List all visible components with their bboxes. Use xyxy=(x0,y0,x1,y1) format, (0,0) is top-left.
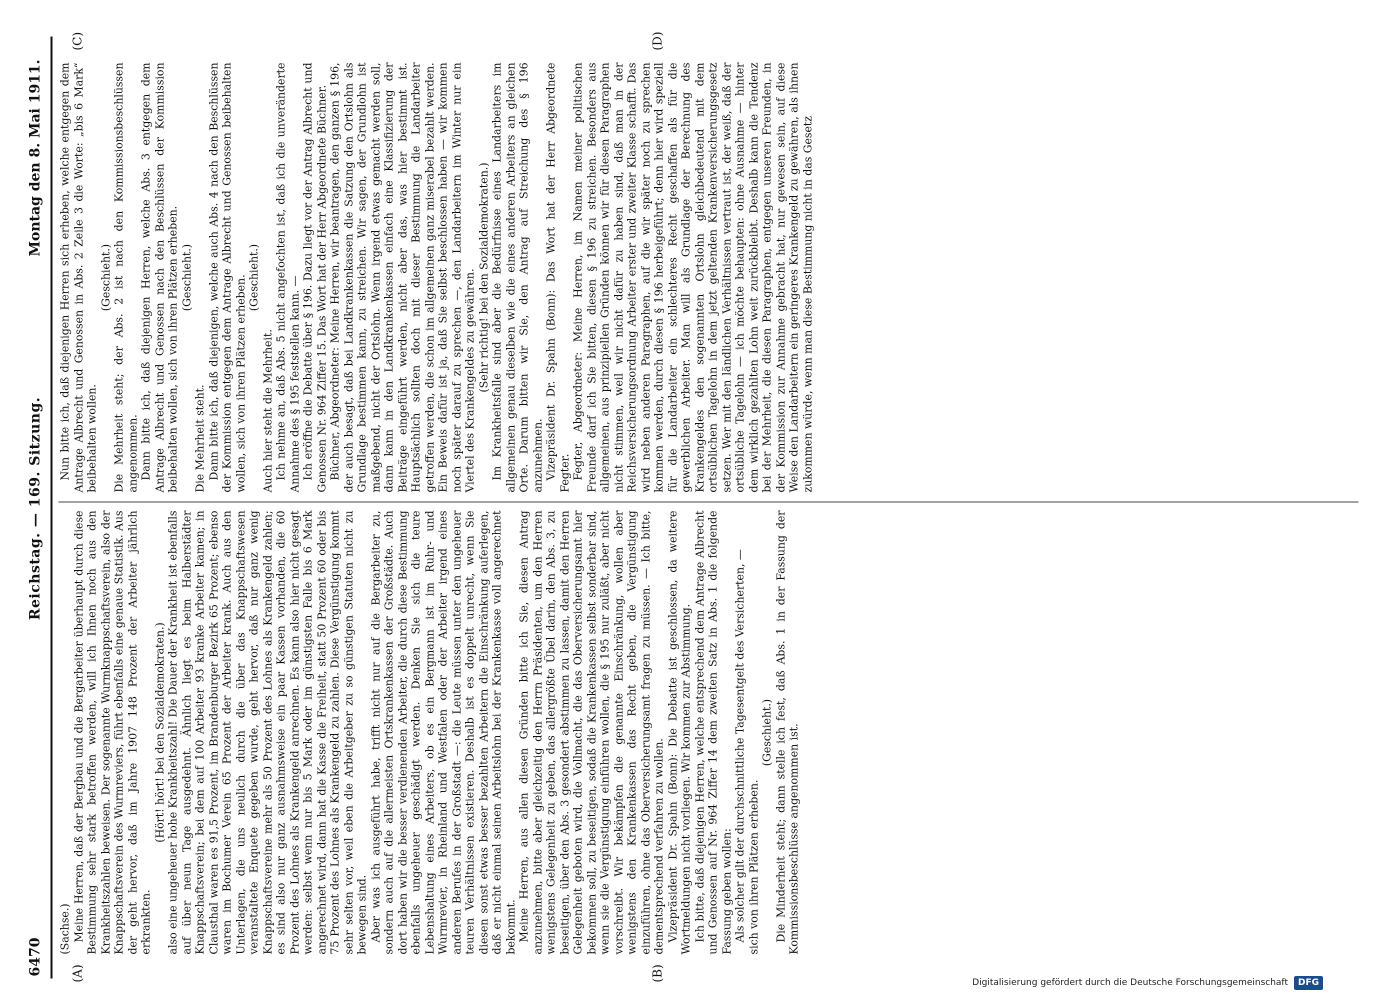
paragraph: (Sehr richtig! bei den Sozialdemokraten.) xyxy=(476,162,490,393)
paragraph: Aber was ich ausgeführt habe, trifft nicht nur auf die Bergarbeiter zu, sondern auch auf die allermeisten Ortskrankenkassen der Großstädte. Auch dort haben wir die besser verdienenden Arbeiter, die durch diese Bestimmung ebenfalls ungeheuer geschädigt werden. Denken Sie sich die teure Lebenshaltung eines Arbeiters, ob es ein Bergmann ist im Ruhr- und Wurmrevier, in Rheinland und Westfalen oder der Arbeiter irgend eines anderen Berufes in der Großstadt —: die Leute müssen unter den ungeheuer teuren Verhältnissen existieren. Deshalb ist es doppelt unrecht, wenn Sie diesen sonst etwas besser bezahlten Arbeitern die Einschränkung auferlegen, daß er nicht einmal seinen Arbeitslohn bei der Krankenkasse voll angerechnet bekommt. xyxy=(368,510,517,955)
paragraph: Ich bitte, daß diejenigen Herren, welche entsprechend dem Antrage Albrecht und Genossen auf Nr. 964 Ziffer 14 dem zweiten Satz in Abs. 1 die folgende Fassung geben wollen: xyxy=(692,510,733,955)
paragraph: Büchner, Abgeordneter: Meine Herren, wir beantragen, den ganzen § 196, der auch besagt, daß bei Landkrankenkassen die Satzung den Ortslohn als Grundlage bestimmen kann, zu streichen. Wir sagen, der Grundlohn ist maßgebend, nicht der Ortslohn. Wenn irgend etwas gemacht werden soll, dann kann in den Landkrankenkassen einfach eine Klassifizierung der Beiträge eingeführt werden, nicht aber das, was hier bestimmt ist. Hauptsächlich sollten doch mit dieser Bestimmung die Landarbeiter getroffen werden, die schon im allgemeinen ganz miserabel bezahlt werden. Ein Beweis dafür ist ja, daß Sie selbst beschlossen haben — wir kommen noch später darauf zu sprechen —, den Landarbeitern im Winter nur ein Viertel des Krankengeldes zu gewähren. xyxy=(328,62,476,493)
paragraph: Dann bitte ich, daß diejenigen Herren, welche Abs. 3 entgegen dem Antrage Albrecht und Genossen nach den Beschlüssen der Kommission beibehalten wollen, sich von ihren Plätzen erheben. xyxy=(139,62,179,493)
page-header xyxy=(24,41,46,977)
margin-marker-b: (B) xyxy=(650,964,664,983)
session-date: Montag den 8. Mai 1911. xyxy=(27,59,43,257)
header-rule xyxy=(50,37,52,979)
paragraph: (Geschieht.) xyxy=(98,243,112,312)
paragraph: Im Krankheitsfalle sind aber die Bedürfnisse eines Landarbeiters im allgemeinen genau dieselben wie die eines anderen Arbeiters an gleichen Orte. Darum bitten wir Sie, den Antrag auf Streichung des § 196 anzunehmen. xyxy=(490,62,544,493)
paragraph: Die Mehrheit steht; der Abs. 2 ist nach den Kommissionsbeschlüssen angenommen. xyxy=(112,62,139,493)
paragraph: Meine Herren, daß der Bergbau und die Bergarbeiter überhaupt durch diese Bestimmung sehr stark betroffen werden, will ich Ihnen noch aus den Krankheitszahlen beweisen. Der sogenannte Wurmknappschaftsverein, also der Knappschaftsverein des Wurmreviers, führt ebenfalls eine genaue Statistik. Aus der geht hervor, daß im Jahre 1907 148 Prozent der Arbeiter jährlich erkrankten. xyxy=(71,510,152,955)
paragraph: Die Mehrheit steht. xyxy=(193,384,206,493)
paragraph: (Hört! hört! bei den Sozialdemokraten.) xyxy=(152,622,166,843)
margin-marker-d: (D) xyxy=(650,31,664,51)
paragraph: Meine Herren, aus allen diesen Gründen bitte ich Sie, diesen Antrag anzunehmen, bitte aber gleichzeitig den Herrn Präsidenten, um den Herren wenigstens Gelegenheit zu geben, das allergrößte Übel darin, den Abs. 3, zu beseitigen, über den Abs. 3 gesondert abstimmen zu lassen, damit den Herren Gelegenheit geboten wird, die Vollmacht, die das Oberversicherungsamt hier bekommen soll, zu beseitigen, sodaß die Krankenkassen selbst sonderbar sind, wenn sie die Vergünstigung einführen wollen, die § 195 nur zuläßt, aber nicht vorschreibt. Wir bekämpfen die genannte Einschränkung, wollen aber wenigstens den Krankenkassen das Recht geben, die Vergünstigung einzuführen, ohne das Oberversicherungsamt fragen zu müssen. — Ich bitte, dementsprechend verfahren zu wollen. xyxy=(517,510,665,955)
paragraph: Vizepräsident Dr. Spahn (Bonn): Das Wort hat der Herr Abgeordnete Fegter. xyxy=(544,62,571,493)
paragraph: Ich nehme an, daß Abs. 5 nicht angefochten ist, daß ich die unveränderte Annahme des § 195 feststellen kann. — xyxy=(274,62,301,493)
paragraph: also eine ungeheuer hohe Krankheitszahl! Die Dauer der Krankheit ist ebenfalls auf über neun Tage ausgedehnt. Ähnlich liegt es beim Halberstädter Knappschaftsverein; bei dem auf 100 Arbeiter 93 kranke Arbeiter kamen; in Clausthal waren es 91,5 Prozent, im Brandenburger Bezirk 65 Prozent; ebenso waren im Bochumer Verein 65 Prozent der Arbeiter krank. Auch aus den Unterlagen, die uns neulich durch die über das Knappschaftswesen veranstaltete Enquete gegeben wurde, geht hervor, daß nur ganz wenig Knappschaftsvereine mehr als 50 Prozent des Lohnes als Krankengeld zahlen; es sind also nur ganz ausnahmsweise ein paar Kassen vorhanden, die 60 Prozent des Lohnes als Krankengeld anrechnen. Es kann also hier nicht gesagt werden: selbst wenn nur bis 5 Mark oder im günstigsten Falle bis 6 Mark angerechnet wird, dann hat die Kasse die Freiheit, statt 50 Prozent 60 oder bis 75 Prozent des Lohnes als Krankengeld zu zahlen. Diese Vergünstigung kommt sehr selten vor, weil eben die Arbeitgeber zu so günstigen Statuten nicht zu bewegen sind. xyxy=(166,510,368,955)
margin-marker-a: (A) xyxy=(70,964,84,983)
text-column-left xyxy=(58,511,1358,955)
text-column-right xyxy=(58,63,1358,493)
document-page xyxy=(10,11,1373,991)
paragraph: Vizepräsident Dr. Spahn (Bonn): Die Debatte ist geschlossen, da weitere Wortmeldungen nicht vorliegen. Wir kommen zur Abstimmung. xyxy=(665,510,692,955)
paragraph: Die Minderheit steht; dann stelle ich fest, daß Abs. 1 in der Fassung der Kommissionsbeschlüsse angenommen ist. xyxy=(773,510,800,955)
paragraph: Ich eröffne die Debatte über § 196. Dazu liegt vor der Antrag Albrecht und Genossen Nr. 964 Ziffer 15. Das Wort hat der Herr Abgeordnete Büchner. xyxy=(301,62,328,493)
column-divider xyxy=(58,502,1358,503)
paragraph: sich von ihren Plätzen erheben. xyxy=(746,779,760,955)
funding-note: Digitalisierung gefördert durch die Deutsche Forschungsgemeinschaft xyxy=(972,978,1288,988)
paragraph: (Geschieht.) xyxy=(760,698,773,767)
paragraph: (Sachse.) xyxy=(58,903,71,955)
paragraph: Auch hier steht die Mehrheit. xyxy=(260,329,274,493)
running-title: Reichstag. — 169. Sitzung. xyxy=(27,396,43,621)
dfg-logo: DFG xyxy=(1294,976,1323,990)
margin-marker-c: (C) xyxy=(70,31,84,51)
paragraph: (Geschieht.) xyxy=(179,243,193,312)
page-number: 6470 xyxy=(27,937,43,977)
paragraph: Dann bitte ich, daß diejenigen, welche auch Abs. 4 nach den Beschlüssen der Kommission entgegen dem Antrage Albrecht und Genossen beibehalten wollen, sich von ihren Plätzen erheben. xyxy=(206,62,247,493)
paragraph: Fegter, Abgeordneter: Meine Herren, im Namen meiner politischen Freunde darf ich Sie bitten, diesen § 196 zu streichen. Besonders aus allgemeinen, aus prinzipiellen Gründen können wir für diesen Paragraphen nicht stimmen, weil wir nicht dafür zu haben sind, daß man in der Reichsversicherungsordnung Arbeiter erster und zweiter Klasse schafft. Das wird neben anderen Paragraphen, auf die wir später noch zu sprechen kommen werden, durch diesen § 196 herbeigeführt; denn hier wird speziell für die Landarbeiter ein schlechteres Recht geschaffen als für die gewerblichen Arbeiter. Man will als Grundlage der Berechnung des Krankengeldes den sogenannten Ortslohn gleichbedeutend mit dem ortsüblichen Tagelohn in dem jetzt geltenden Krankenversicherungsgesetz setzen. Wer mit den ländlichen Verhältnissen vertraut ist, der weiß, daß der ortsübliche Tagelohn — ich möchte behaupten: ohne Ausnahme — hinter dem wirklich gezahlten Lohn weit zurückbleibt. Deshalb kann die Tendenz bei der Mehrheit, die diesen Paragraphen, entgegen unseren Freunden, in der Kommission zur Annahme gebracht hat, nur gewesen sein, auf diese Weise den Landarbeitern ein geringeres Krankengeld zu gewähren, als ihnen zukommen würde, wenn man diese Bestimmung nicht in das Gesetz xyxy=(571,62,814,493)
digitization-footer xyxy=(972,976,1323,990)
paragraph: (Geschieht.) xyxy=(247,243,260,312)
paragraph: Als solcher gilt der durchschnittliche Tagesentgelt des Versicherten, — xyxy=(733,549,746,943)
paragraph: Nun bitte ich, daß diejenigen Herren sich erheben, welche entgegen dem Antrage Albrecht und Genossen in Abs. 2 Zeile 3 die Worte: „bis 6 Mark“ beibehalten wollen. xyxy=(58,62,98,493)
